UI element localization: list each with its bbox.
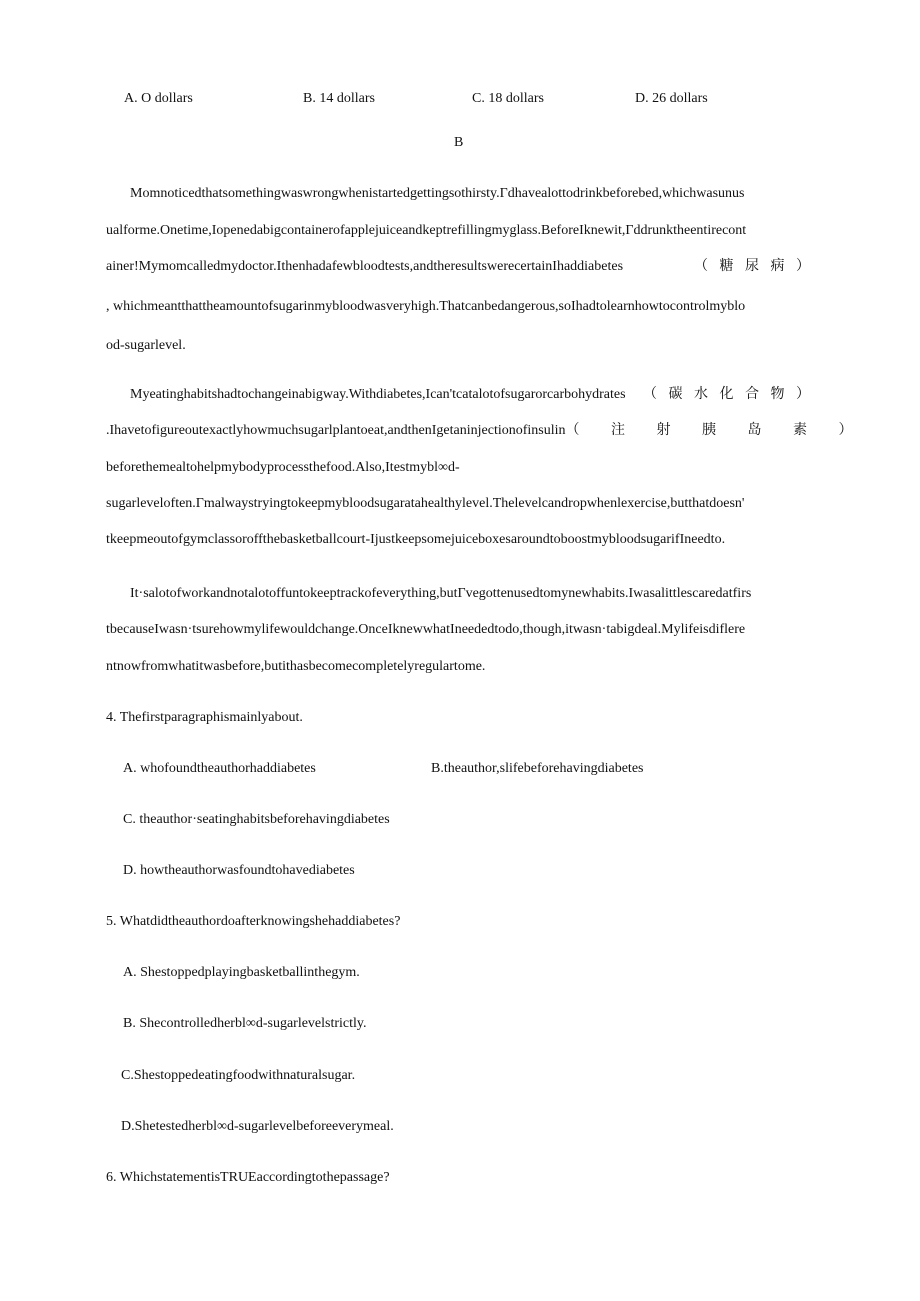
question-5-option-a: A. Shestoppedplayingbasketballinthegym. <box>123 965 360 980</box>
passage-p2-line5: tkeepmeoutofgymclassoroffthebasketballcourt-IjustkeepsomejuiceboxesaroundtoboostmybloodsugarifIneedto. <box>106 532 726 547</box>
passage-p2-line1-text: Myeatinghabitshadtochangeinabigway.Withdiabetes,Ican'tcatalotofsugarorcarbohydrates <box>130 387 626 402</box>
question-4-option-b: B.theauthor,slifebeforehavingdiabetes <box>431 761 644 776</box>
question-4-stem: 4. Thefirstparagraphismainlyabout. <box>106 710 303 725</box>
question-5-option-d: D.Shetestedherbl∞d-sugarlevelbeforeeverymeal. <box>121 1119 394 1134</box>
option-d-prev: D. 26 dollars <box>635 91 708 106</box>
question-5-stem: 5. Whatdidtheauthordoafterknowingshehaddiabetes? <box>106 914 401 929</box>
question-5-option-b: B. Shecontrolledherbl∞d-sugarlevelstrictly. <box>123 1016 367 1031</box>
question-4-option-c: C. theauthor·seatinghabitsbeforehavingdiabetes <box>123 812 390 827</box>
passage-p1-line3 <box>106 257 814 277</box>
gloss-insulin: （ 注 射 胰 岛 素 ） <box>565 423 867 438</box>
question-5-option-c: C.Shestoppedeatingfoodwithnaturalsugar. <box>121 1068 356 1083</box>
passage-p1-line2: ualforme.Onetime,Iopenedabigcontainerofapplejuiceandkeptrefillingmyglass.BeforeIknewit,Γddrunktheentirecont <box>106 223 747 238</box>
section-label: B <box>454 135 464 150</box>
passage-p1-line5: od-sugarlevel. <box>106 338 186 353</box>
passage-p1-line4: , whichmeantthattheamountofsugarinmybloodwasveryhigh.Thatcanbedangerous,soIhadtolearnhowtocontrolmyblo <box>106 299 746 314</box>
passage-p3-line1: It·salotofworkandnotalotoffuntokeeptrackofeverything,butΓvegottenusedtomynewhabits.Iwasalittlescaredatfirs <box>130 586 752 601</box>
question-6-stem: 6. WhichstatementisTRUEaccordingtothepassage? <box>106 1170 390 1185</box>
option-b-prev: B. 14 dollars <box>303 91 375 106</box>
question-4-option-a: A. whofoundtheauthorhaddiabetes <box>123 761 316 776</box>
passage-p2-line1 <box>130 385 814 405</box>
passage-p2-line2-text: .Ihavetofigureoutexactlyhowmuchsugarlplantoeat,andthenIgetaninjectionofinsulin <box>106 423 566 438</box>
passage-p2-line2 <box>106 421 867 441</box>
option-c-prev: C. 18 dollars <box>472 91 544 106</box>
gloss-carbohydrates: （ 碳 水 化 合 物 ） <box>643 387 814 402</box>
passage-p3-line2: tbecauseIwasn·tsurehowmylifewouldchange.OnceIknewwhatIneededtodo,though,itwasn·tabigdeal.Mylifeisdiflere <box>106 622 746 637</box>
passage-p3-line3: ntnowfromwhatitwasbefore,butithasbecomecompletelyregulartome. <box>106 659 486 674</box>
passage-p1-line3-text: ainer!Mymomcalledmydoctor.Ithenhadafewbloodtests,andtheresultswerecertainIhaddiabetes <box>106 259 624 274</box>
option-a-prev: A. O dollars <box>124 91 193 106</box>
passage-p2-line4: sugarleveloften.Γmalwaystryingtokeepmybloodsugaratahealthylevel.Thelevelcandropwhenlexercise,butthatdoesn' <box>106 496 745 511</box>
question-4-option-d: D. howtheauthorwasfoundtohavediabetes <box>123 863 355 878</box>
passage-p2-line3: beforethemealtohelpmybodyprocessthefood.Also,Itestmybl∞d- <box>106 460 460 475</box>
passage-p1-line1: Momnoticedthatsomethingwaswrongwhenistartedgettingsothirsty.Γdhavealottodrinkbeforebed,whichwasunus <box>130 186 745 201</box>
gloss-diabetes: （ 糖 尿 病 ） <box>694 259 814 274</box>
